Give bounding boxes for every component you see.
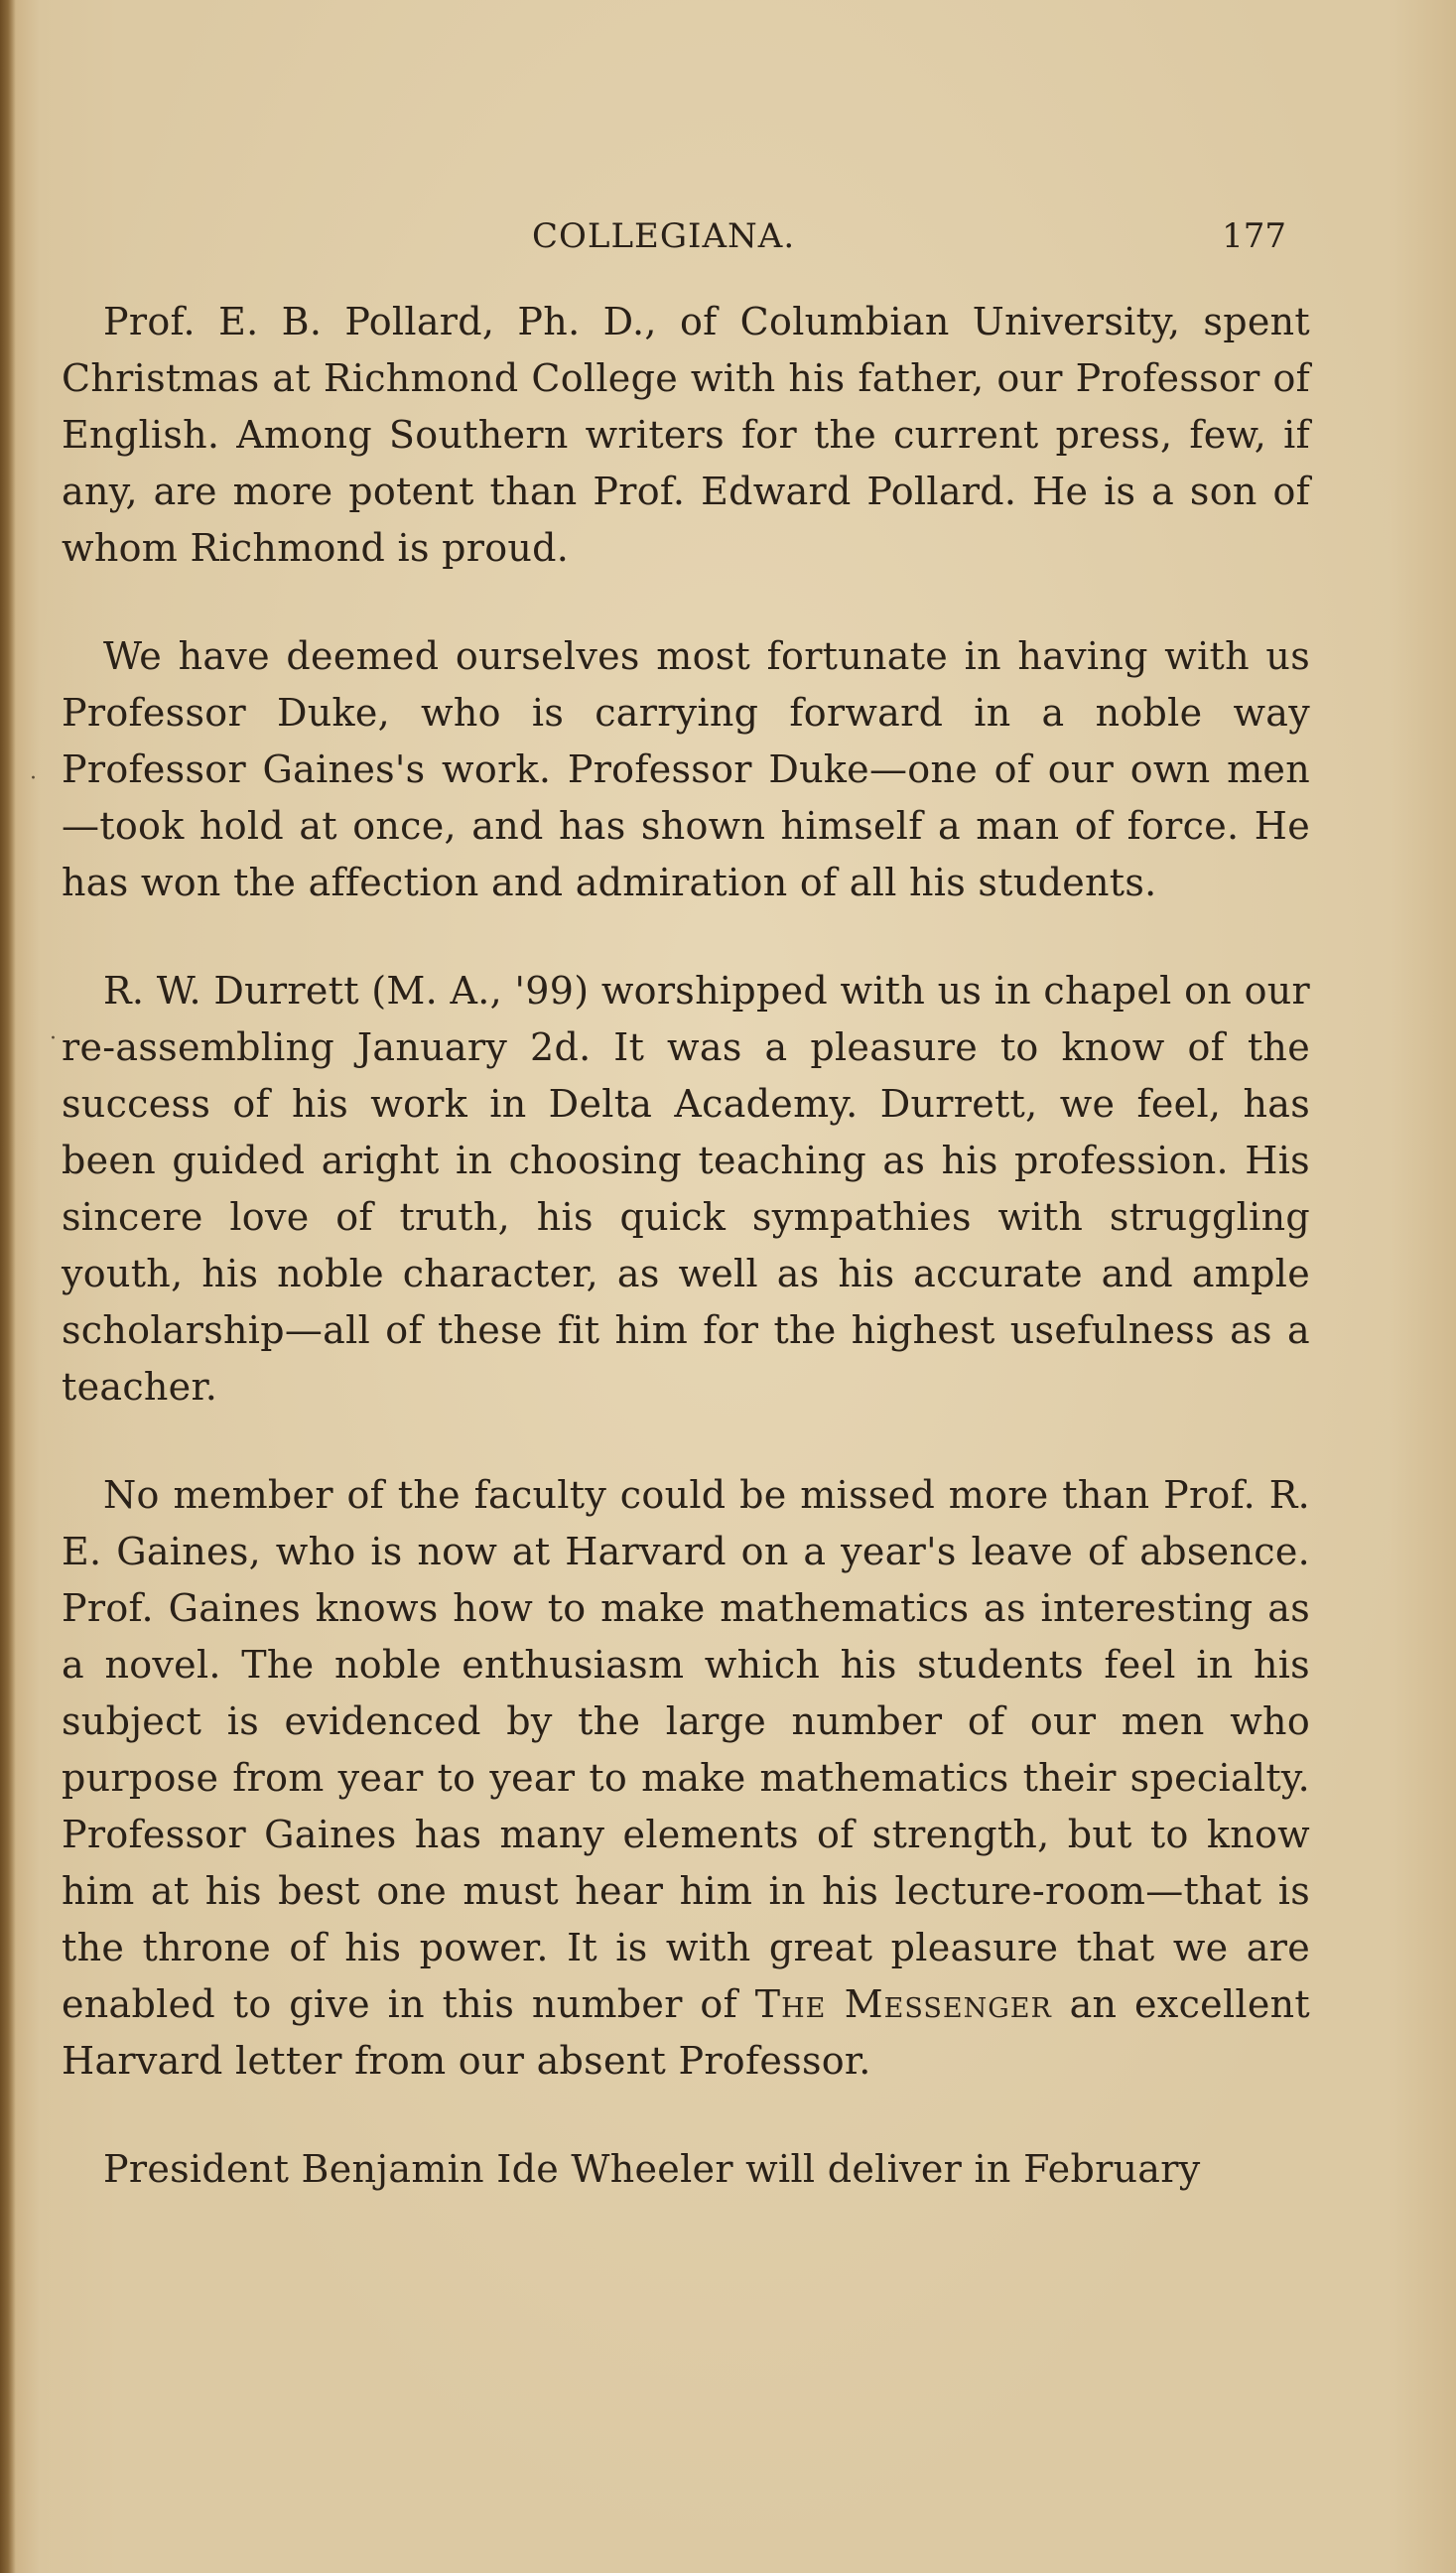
margin-dot: · [50, 1026, 57, 1051]
gaines-text: No member of the faculty could be missed more than Prof. R. E. Gaines, who is now at Harvard on a year's leave of absence. Prof. Gaines knows how to make mathematics as interesting as a novel. The noble enthusiasm which his students feel in his subject is evidenced by the large number of our men who purpose from year to year to make mathematics their specialty. Professor Gaines has many elements of strength, but to know him at his best one must hear him in his lecture-room—that is the throne of his power. It is with great pleasure that we are enabled to give in this number of [62, 1473, 1310, 2026]
paragraph-pollard: Prof. E. B. Pollard, Ph. D., of Columbian University, spent Christmas at Richmond College with his father, our Professor of English. Among Southern writers for the current press, few, if any, are more potent than Prof. Edward Pollard. He is a son of whom Richmond is proud. [62, 300, 1310, 570]
paragraph-duke: We have deemed ourselves most fortunate in having with us Professor Duke, who is carrying forward in a noble way Professor Gaines's work. Professor Duke—one of our own men—took hold at once, and has shown himself a man of force. He has won the affection and admiration of all his students. [62, 634, 1310, 904]
paragraph-gaines [62, 1467, 1310, 2090]
paragraph-durrett: R. W. Durrett (M. A., '99) worshipped with us in chapel on our re-assembling January 2d. It was a pleasure to know of the success of his work in Delta Academy. Durrett, we feel, has been guided aright in choosing teaching as his profession. His sincere love of truth, his quick sympathies with struggling youth, his noble character, as well as his accurate and ample scholarship—all of these fit him for the highest usefulness as a teacher. [62, 969, 1310, 1409]
messenger-title: The Messenger [754, 1982, 1052, 2026]
margin-mark: · [30, 766, 37, 791]
paragraph-wheeler: President Benjamin Ide Wheeler will deliver in February [103, 2147, 1201, 2191]
running-header [532, 216, 1286, 266]
page-number: 177 [1222, 216, 1286, 256]
page-binding-edge [0, 0, 16, 2573]
running-title: COLLEGIANA. [532, 216, 796, 256]
gaines-text-end: an excellent Harvard letter from our absent Professor. [62, 1982, 1310, 2083]
body-text [62, 294, 1310, 2198]
